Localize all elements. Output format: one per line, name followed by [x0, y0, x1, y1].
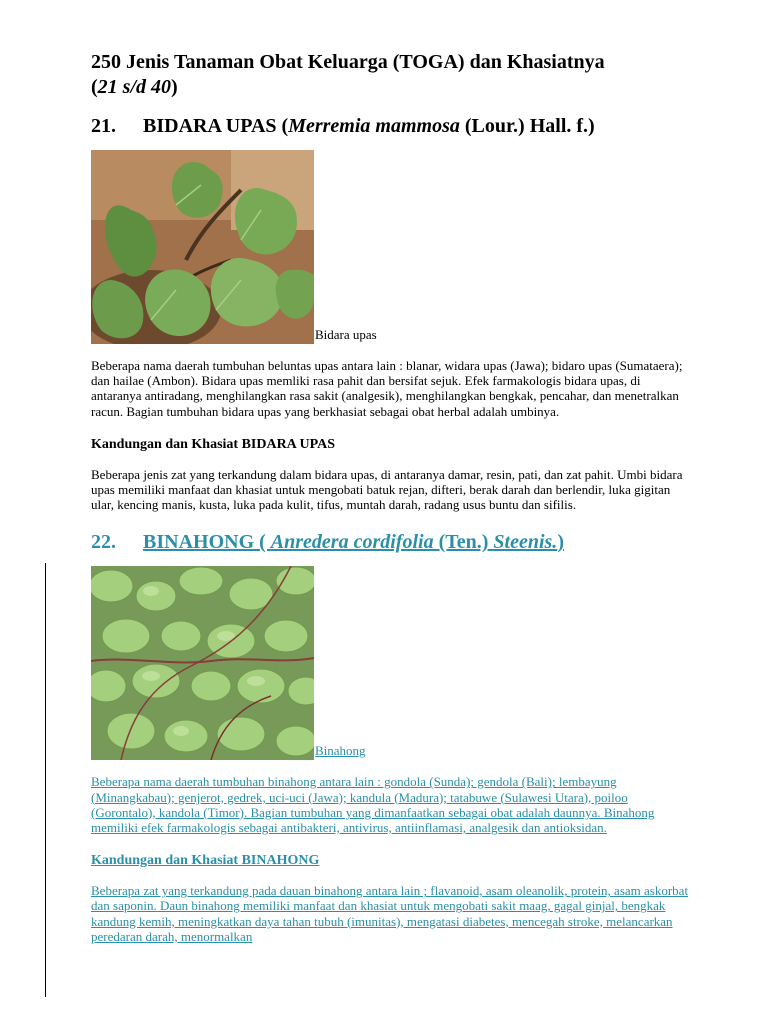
section-number: 21.: [91, 115, 116, 137]
section-content-link[interactable]: Beberapa zat yang terkandung pada dauan binahong antara lain ; flavanoid, asam oleanolik, protein, asam askorbat dan saponin. Daun binahong memiliki manfaat dan khasiat untuk mengobati sakit maag, gagal ginjal, bengkak kandung kemih, meningkatkan daya tahan tubuh (imunitas), mengatasi diabetes, mencegah stroke, melancarkan peredaran darah, menormalkan: [91, 883, 689, 944]
section-description: Beberapa nama daerah tumbuhan beluntas upas antara lain : blanar, widara upas (Jawa); bidaro upas (Sumataera); dan hailae (Ambon). Bidara upas memliki rasa pahit dan bersifat sejuk. Efek farmakologis bidara upas, di antaranya antiradang, menghilangkan rasa sakit (analgesik), menghilangkan bengkak, pencahar, dan menetralkan racun. Bagian tumbuhan bidara upas yang berkhasiat sebagai obat herbal adalah umbinya.: [91, 358, 683, 419]
revision-change-bar: [45, 563, 46, 997]
document-title-main: 250 Jenis Tanaman Obat Keluarga (TOGA) dan Khasiatnya: [91, 51, 605, 73]
document-page: [91, 50, 691, 944]
bidara-upas-photo: [91, 150, 314, 344]
section-binahong: [91, 530, 691, 944]
section-heading-22-link[interactable]: 22. BINAHONG ( Anredera cordifolia (Ten.) Steenis.): [91, 531, 564, 554]
section-content: Beberapa jenis zat yang terkandung dalam bidara upas, di antaranya damar, resin, pati, dan zat pahit. Umbi bidara upas memiliki manfaat dan khasiat untuk mengobati batuk rejan, difteri, berak darah dan berlendir, luka gigitan ular, kencing manis, kusta, luka pada kulit, tifus, muntah darah, radang usus buntu dan sifilis.: [91, 466, 683, 513]
latin-author: (Ten.): [433, 531, 494, 554]
section-heading-21: [91, 114, 691, 138]
binahong-photo[interactable]: [91, 566, 314, 760]
figure-binahong: [91, 566, 691, 760]
figure-bidara-upas: [91, 150, 691, 344]
figure-caption: Bidara upas: [315, 327, 377, 342]
latin-name: Merremia mammosa: [288, 115, 460, 137]
document-title-range: 21 s/d 40: [97, 76, 172, 98]
latin-author-italic: Steenis.: [493, 531, 558, 554]
figure-caption-link[interactable]: Binahong: [315, 743, 366, 759]
document-title: 250 Jenis Tanaman Obat Keluarga (TOGA) dan Khasiatnya (21 s/d 40): [91, 51, 605, 98]
latin-author: (Lour.) Hall. f.): [459, 115, 595, 137]
latin-name: Anredera cordifolia: [270, 531, 434, 554]
plant-name: BIDARA UPAS (: [143, 115, 289, 137]
section-subheading: Kandungan dan Khasiat BIDARA UPAS: [91, 436, 336, 452]
section-number: 22.: [91, 531, 116, 554]
section-description-link[interactable]: Beberapa nama daerah tumbuhan binahong antara lain : gondola (Sunda); gendola (Bali); lembayung (Minangkabau); genjerot, gedrek, uci-uci (Jawa); kandula (Madura); tatabuwe (Sulawesi Utara), poiloo (Gorontalo), kandola (Timor). Bagian tumbuhan yang dimanfaatkan sebagai obat adalah daunnya. Binahong memiliki efek farmakologis sebagai antibakteri, antivirus, antiinflamasi, analgesik dan antioksidan.: [91, 774, 655, 836]
section-bidara-upas: [91, 114, 691, 512]
plant-name: BINAHONG (: [143, 531, 271, 554]
section-subheading-link[interactable]: Kandungan dan Khasiat BINAHONG: [91, 853, 320, 869]
